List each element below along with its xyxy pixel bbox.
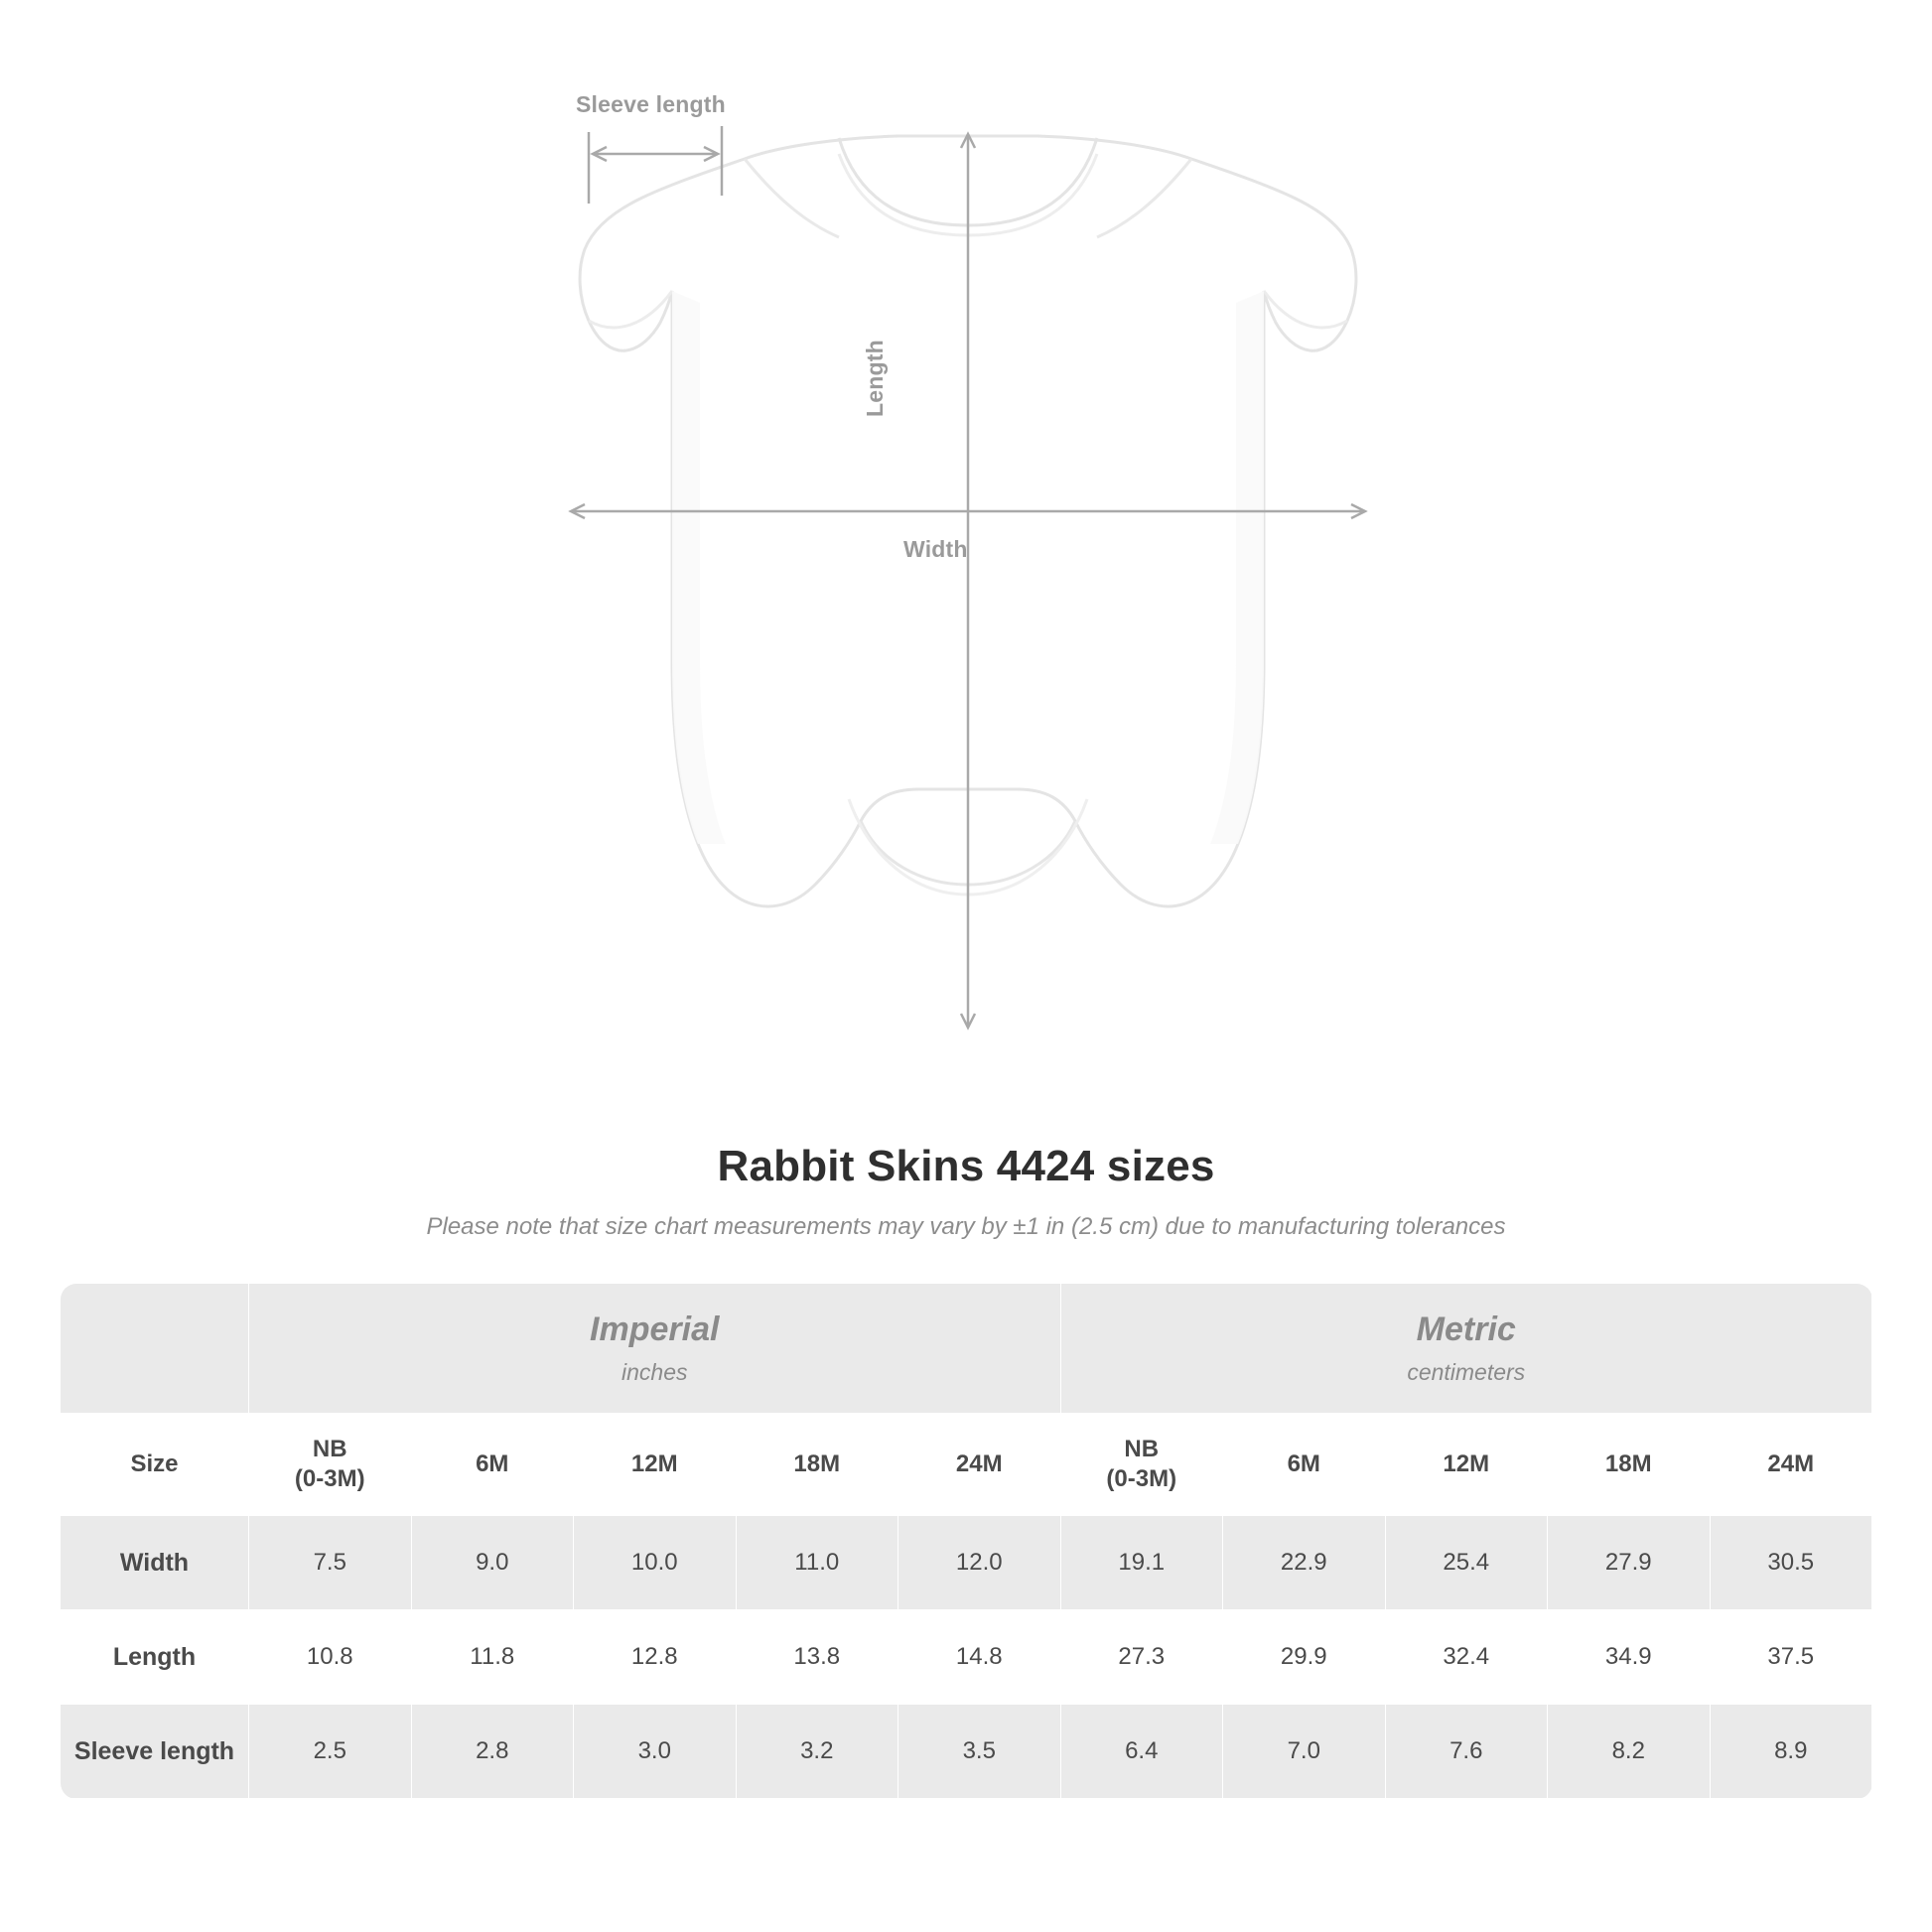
- unit-sub: centimeters: [1407, 1359, 1526, 1385]
- measurement-cell: 3.2: [736, 1705, 898, 1799]
- measurement-cell: 19.1: [1060, 1516, 1223, 1610]
- unit-header-cell: [1060, 1284, 1872, 1414]
- measurement-cell: 3.0: [574, 1705, 737, 1799]
- bodysuit-icon: [541, 104, 1395, 1077]
- page-title: Rabbit Skins 4424 sizes: [717, 1142, 1215, 1190]
- size-column-header: NB (0-3M): [1060, 1414, 1223, 1516]
- size-table-wrap: [60, 1283, 1872, 1799]
- size-column-header: 6M: [1223, 1414, 1386, 1516]
- table-row: [61, 1610, 1872, 1705]
- measurement-cell: 12.8: [574, 1610, 737, 1705]
- measurement-row-label: Width: [61, 1516, 249, 1610]
- unit-sub: inches: [621, 1359, 688, 1385]
- unit-header-cell: [249, 1284, 1061, 1414]
- size-header-row: [61, 1414, 1872, 1516]
- unit-header-row: [61, 1284, 1872, 1414]
- measurement-cell: 11.0: [736, 1516, 898, 1610]
- measurement-cell: 30.5: [1710, 1516, 1872, 1610]
- measurement-cell: 27.3: [1060, 1610, 1223, 1705]
- table-row: [61, 1516, 1872, 1610]
- measurement-cell: 2.8: [411, 1705, 574, 1799]
- length-label: Length: [862, 340, 888, 417]
- size-column-header: 24M: [1710, 1414, 1872, 1516]
- size-column-header: 18M: [736, 1414, 898, 1516]
- size-column-header: 12M: [574, 1414, 737, 1516]
- measurement-cell: 7.6: [1385, 1705, 1548, 1799]
- title-block: [0, 1142, 1932, 1241]
- size-table: [60, 1283, 1872, 1799]
- measurement-cell: 6.4: [1060, 1705, 1223, 1799]
- measurement-cell: 7.0: [1223, 1705, 1386, 1799]
- unit-name: Metric: [1416, 1311, 1516, 1348]
- measurement-cell: 37.5: [1710, 1610, 1872, 1705]
- measurement-cell: 14.8: [898, 1610, 1061, 1705]
- measurement-cell: 9.0: [411, 1516, 574, 1610]
- tolerance-note: Please note that size chart measurements may vary by ±1 in (2.5 cm) due to manufacturing tolerances: [426, 1213, 1506, 1240]
- size-column-header: 6M: [411, 1414, 574, 1516]
- measurement-cell: 8.9: [1710, 1705, 1872, 1799]
- measurement-cell: 29.9: [1223, 1610, 1386, 1705]
- table-row: [61, 1705, 1872, 1799]
- measurement-cell: 12.0: [898, 1516, 1061, 1610]
- measurement-cell: 25.4: [1385, 1516, 1548, 1610]
- measurement-cell: 7.5: [249, 1516, 412, 1610]
- measurement-cell: 8.2: [1548, 1705, 1711, 1799]
- measurement-row-label: Length: [61, 1610, 249, 1705]
- measurement-cell: 10.0: [574, 1516, 737, 1610]
- measurement-cell: 22.9: [1223, 1516, 1386, 1610]
- measurement-cell: 2.5: [249, 1705, 412, 1799]
- measurement-cell: 34.9: [1548, 1610, 1711, 1705]
- measurement-row-label: Sleeve length: [61, 1705, 249, 1799]
- size-column-header: 12M: [1385, 1414, 1548, 1516]
- measurement-cell: 3.5: [898, 1705, 1061, 1799]
- measurement-cell: 13.8: [736, 1610, 898, 1705]
- measurement-cell: 11.8: [411, 1610, 574, 1705]
- unit-header-blank: [61, 1284, 249, 1414]
- size-column-header: 24M: [898, 1414, 1061, 1516]
- sleeve-length-label: Sleeve length: [576, 91, 726, 117]
- size-header-label: Size: [61, 1414, 249, 1516]
- size-column-header: NB (0-3M): [249, 1414, 412, 1516]
- unit-name: Imperial: [590, 1311, 720, 1348]
- measurement-cell: 32.4: [1385, 1610, 1548, 1705]
- size-column-header: 18M: [1548, 1414, 1711, 1516]
- measurement-cell: 27.9: [1548, 1516, 1711, 1610]
- width-label: Width: [903, 536, 968, 562]
- measurement-cell: 10.8: [249, 1610, 412, 1705]
